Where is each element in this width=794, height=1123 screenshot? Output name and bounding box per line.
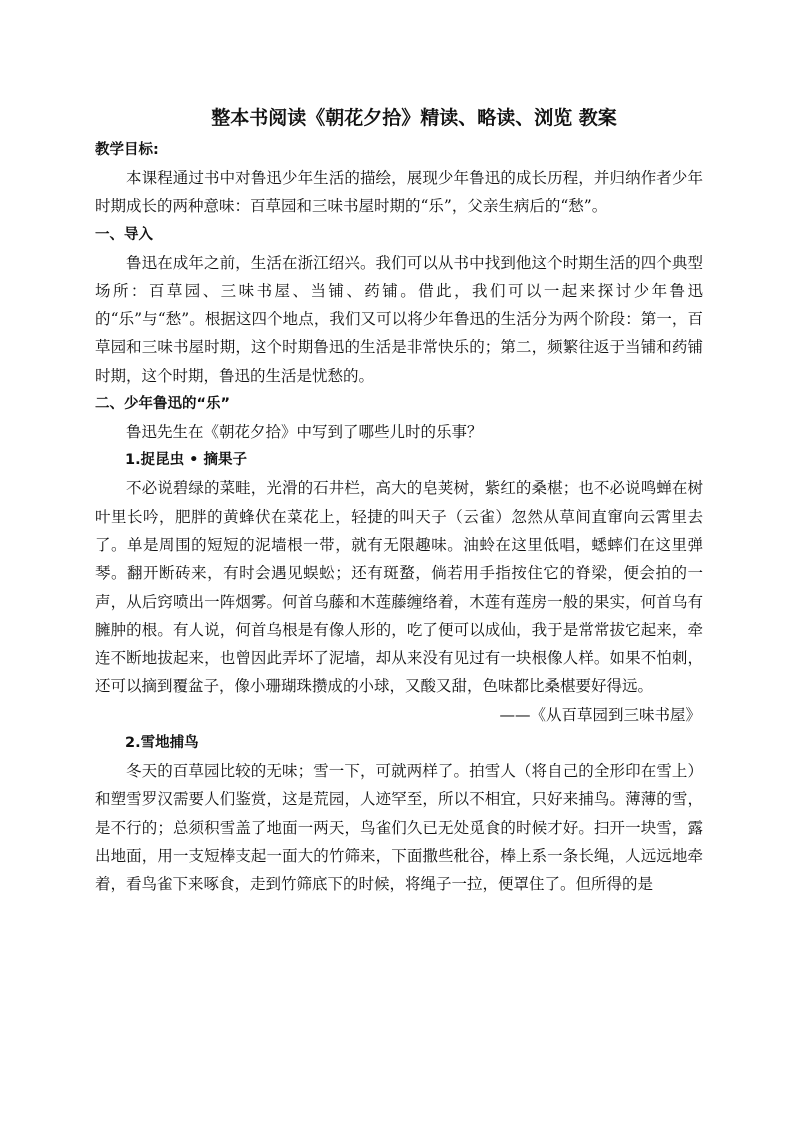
document-body [95, 100, 703, 899]
objectives-paragraph: 本课程通过书中对鲁迅少年生活的描绘，展现少年鲁迅的成长历程，并归纳作者少年时期成长的两种意味：百草园和三味书屋时期的“乐”，父亲生病后的“愁”。 [95, 169, 703, 216]
section-joy-heading: 二、少年鲁迅的“乐” [95, 396, 231, 413]
item-insects-fruit-source: ——《从百草园到三味书屋》 [499, 705, 701, 724]
section-joy-question: 鲁迅先生在《朝花夕拾》中写到了哪些儿时的乐事？ [126, 423, 483, 442]
document-title: 整本书阅读《朝花夕拾》精读、略读、浏览 教案 [211, 107, 617, 129]
objectives-heading: 教学目标: [95, 142, 159, 158]
item-insects-fruit-paragraph: 不必说碧绿的菜畦，光滑的石井栏，高大的皂荚树，紫红的桑椹；也不必说鸣蝉在树叶里长吟，肥胖的黄蜂伏在菜花上，轻捷的叫天子（云雀）忽然从草间直窜向云霄里去了。单是周围的短短的泥墙根一带，就有无限趣味。油蛉在这里低唱，蟋蟀们在这里弹琴。翻开断砖来，有时会遇见蜈蚣；还有斑蝥，倘若用手指按住它的脊梁，便会拍的一声，从后窍喷出一阵烟雾。何首乌藤和木莲藤缠络着，木莲有莲房一般的果实，何首乌有臃肿的根。有人说，何首乌根是有像人形的，吃了便可以成仙，我于是常常拔它起来，牵连不断地拔起来，也曾因此弄坏了泥墙，却从来没有见过有一块根像人样。如果不怕刺，还可以摘到覆盆子，像小珊瑚珠攒成的小球，又酸又甜，色味都比桑椹要好得远。 [95, 479, 703, 696]
item-snow-bird-paragraph: 冬天的百草园比较的无味；雪一下，可就两样了。拍雪人（将自己的全形印在雪上）和塑雪罗汉需要人们鉴赏，这是荒园，人迹罕至，所以不相宜，只好来捕鸟。薄薄的雪，是不行的；总须积雪盖了地面一两天，鸟雀们久已无处觅食的时候才好。扫开一块雪，露出地面，用一支短棒支起一面大的竹筛来，下面撒些秕谷，棒上系一条长绳，人远远地牵着，看鸟雀下来啄食，走到竹筛底下的时候，将绳子一拉，便罩住了。但所得的是 [95, 762, 703, 894]
item-snow-bird-heading: 2.雪地捕鸟 [125, 735, 199, 752]
item-insects-fruit-heading: 1.捉昆虫 • 摘果子 [125, 452, 247, 469]
section-intro-paragraph: 鲁迅在成年之前，生活在浙江绍兴。我们可以从书中找到他这个时期生活的四个典型场所：百草园、三味书屋、当铺、药铺。借此，我们可以一起来探讨少年鲁迅的“乐”与“愁”。根据这四个地点，我们又可以将少年鲁迅的生活分为两个阶段：第一，百草园和三味书屋时期，这个时期鲁迅的生活是非常快乐的；第二，频繁往返于当铺和药铺时期，这个时期，鲁迅的生活是忧愁的。 [95, 253, 703, 385]
section-intro-heading: 一、导入 [95, 226, 153, 243]
